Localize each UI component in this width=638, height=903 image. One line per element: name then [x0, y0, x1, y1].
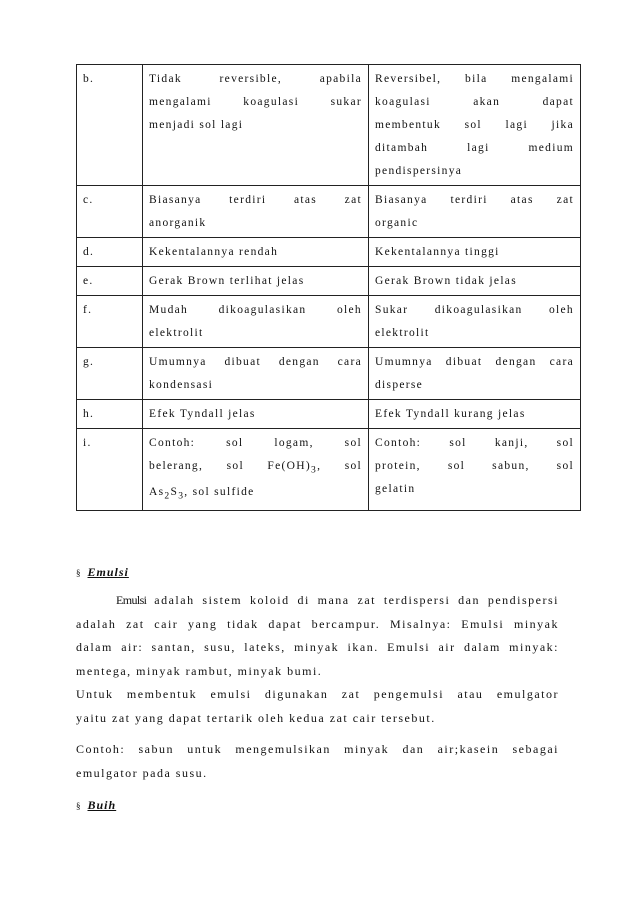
cell-line: disperse [375, 379, 424, 391]
cell-line: membentuk sol lagi jika [375, 119, 574, 131]
lead-term: Emulsi [116, 593, 147, 607]
row-label: f. [77, 296, 143, 348]
paragraph-emulsi-definition [76, 589, 559, 683]
cell-line: Efek Tyndall kurang jelas [375, 408, 526, 420]
cell-liophob [143, 296, 369, 348]
cell-line: Kekentalannya rendah [149, 246, 279, 258]
cell-liofil [369, 296, 581, 348]
cell-line: Umumnya dibuat dengan cara [149, 356, 362, 368]
paragraph-line: yaitu zat yang dapat tertarik oleh kedua zat cair tersebut. [76, 710, 436, 725]
cell-line: elektrolit [149, 327, 204, 339]
paragraph-line: Untuk membentuk emulsi digunakan zat pengemulsi atau emulgator [76, 687, 559, 701]
paragraph-emulgator [76, 683, 559, 730]
cell-line: kondensasi [149, 379, 214, 391]
table-row [77, 400, 581, 429]
cell-line: gelatin [375, 483, 416, 495]
cell-line: Reversibel, bila mengalami [375, 73, 574, 85]
row-label: g. [77, 348, 143, 400]
cell-line: ditambah lagi medium [375, 142, 574, 154]
cell-line: Efek Tyndall jelas [149, 408, 256, 420]
cell-liophob [143, 348, 369, 400]
cell-line: belerang, sol $Fe(OH)_3$, sol [149, 460, 363, 476]
cell-line: pendispersinya [375, 165, 463, 177]
cell-line: $As_2S_3$, sol sulfide [149, 486, 255, 502]
paragraph-line: Contoh: sabun untuk mengemulsikan minyak dan air;kasein sebagai [76, 742, 559, 756]
comparison-table [76, 64, 581, 511]
cell-line: Biasanya terdiri atas zat [375, 194, 574, 206]
cell-line: Contoh: sol logam, sol [149, 437, 362, 449]
cell-line: Sukar dikoagulasikan oleh [375, 304, 574, 316]
row-label: c. [77, 186, 143, 238]
cell-line: anorganik [149, 217, 207, 229]
table-row [77, 296, 581, 348]
cell-line: Mudah dikoagulasikan oleh [149, 304, 362, 316]
cell-liofil [369, 429, 581, 511]
cell-line: Umumnya dibuat dengan cara [375, 356, 574, 368]
cell-liophob [143, 429, 369, 511]
cell-liofil [369, 348, 581, 400]
cell-liophob [143, 65, 369, 186]
paragraph-line: dalam air: santan, susu, lateks, minyak ikan. Emulsi air dalam minyak: [76, 640, 559, 654]
paragraph-line: mentega, minyak rambut, minyak bumi. [76, 663, 323, 678]
paragraph-line [76, 589, 559, 613]
paragraph-line: emulgator pada susu. [76, 765, 208, 780]
section-title: Buih [87, 798, 117, 812]
cell-line: organic [375, 217, 419, 229]
cell-line: Kekentalannya tinggi [375, 246, 500, 258]
section-heading-emulsi [76, 565, 129, 580]
cell-liofil [369, 65, 581, 186]
section-bullet: § [76, 801, 82, 811]
table-row [77, 348, 581, 400]
cell-liofil [369, 238, 581, 267]
table-row [77, 238, 581, 267]
paragraph-line: adalah zat cair yang tidak dapat bercampur. Misalnya: Emulsi minyak [76, 616, 559, 631]
table-row [77, 65, 581, 186]
section-title: Emulsi [87, 565, 129, 579]
table-row [77, 429, 581, 511]
row-label: e. [77, 267, 143, 296]
cell-liophob [143, 267, 369, 296]
cell-liophob [143, 400, 369, 429]
cell-liophob [143, 186, 369, 238]
cell-line: menjadi sol lagi [149, 119, 244, 131]
cell-line: Biasanya terdiri atas zat [149, 194, 362, 206]
cell-line: Gerak Brown tidak jelas [375, 275, 517, 287]
cell-line: Tidak reversible, apabila [149, 73, 362, 85]
cell-line: mengalami koagulasi sukar [149, 96, 362, 108]
row-label: h. [77, 400, 143, 429]
section-bullet: § [76, 568, 82, 578]
row-label: d. [77, 238, 143, 267]
table-row [77, 267, 581, 296]
cell-line: Contoh: sol kanji, sol [375, 437, 574, 449]
cell-liofil [369, 400, 581, 429]
cell-liofil [369, 267, 581, 296]
cell-line: Gerak Brown terlihat jelas [149, 275, 305, 287]
cell-liofil [369, 186, 581, 238]
row-label: i. [77, 429, 143, 511]
line-text: adalah sistem koloid di mana zat terdispersi dan pendispersi [154, 593, 559, 607]
cell-liophob [143, 238, 369, 267]
cell-line: protein, sol sabun, sol [375, 460, 574, 472]
cell-line: elektrolit [375, 327, 430, 339]
section-heading-buih [76, 798, 116, 813]
row-label: b. [77, 65, 143, 186]
paragraph-example [76, 738, 559, 785]
table-row [77, 186, 581, 238]
cell-line: koagulasi akan dapat [375, 96, 574, 108]
